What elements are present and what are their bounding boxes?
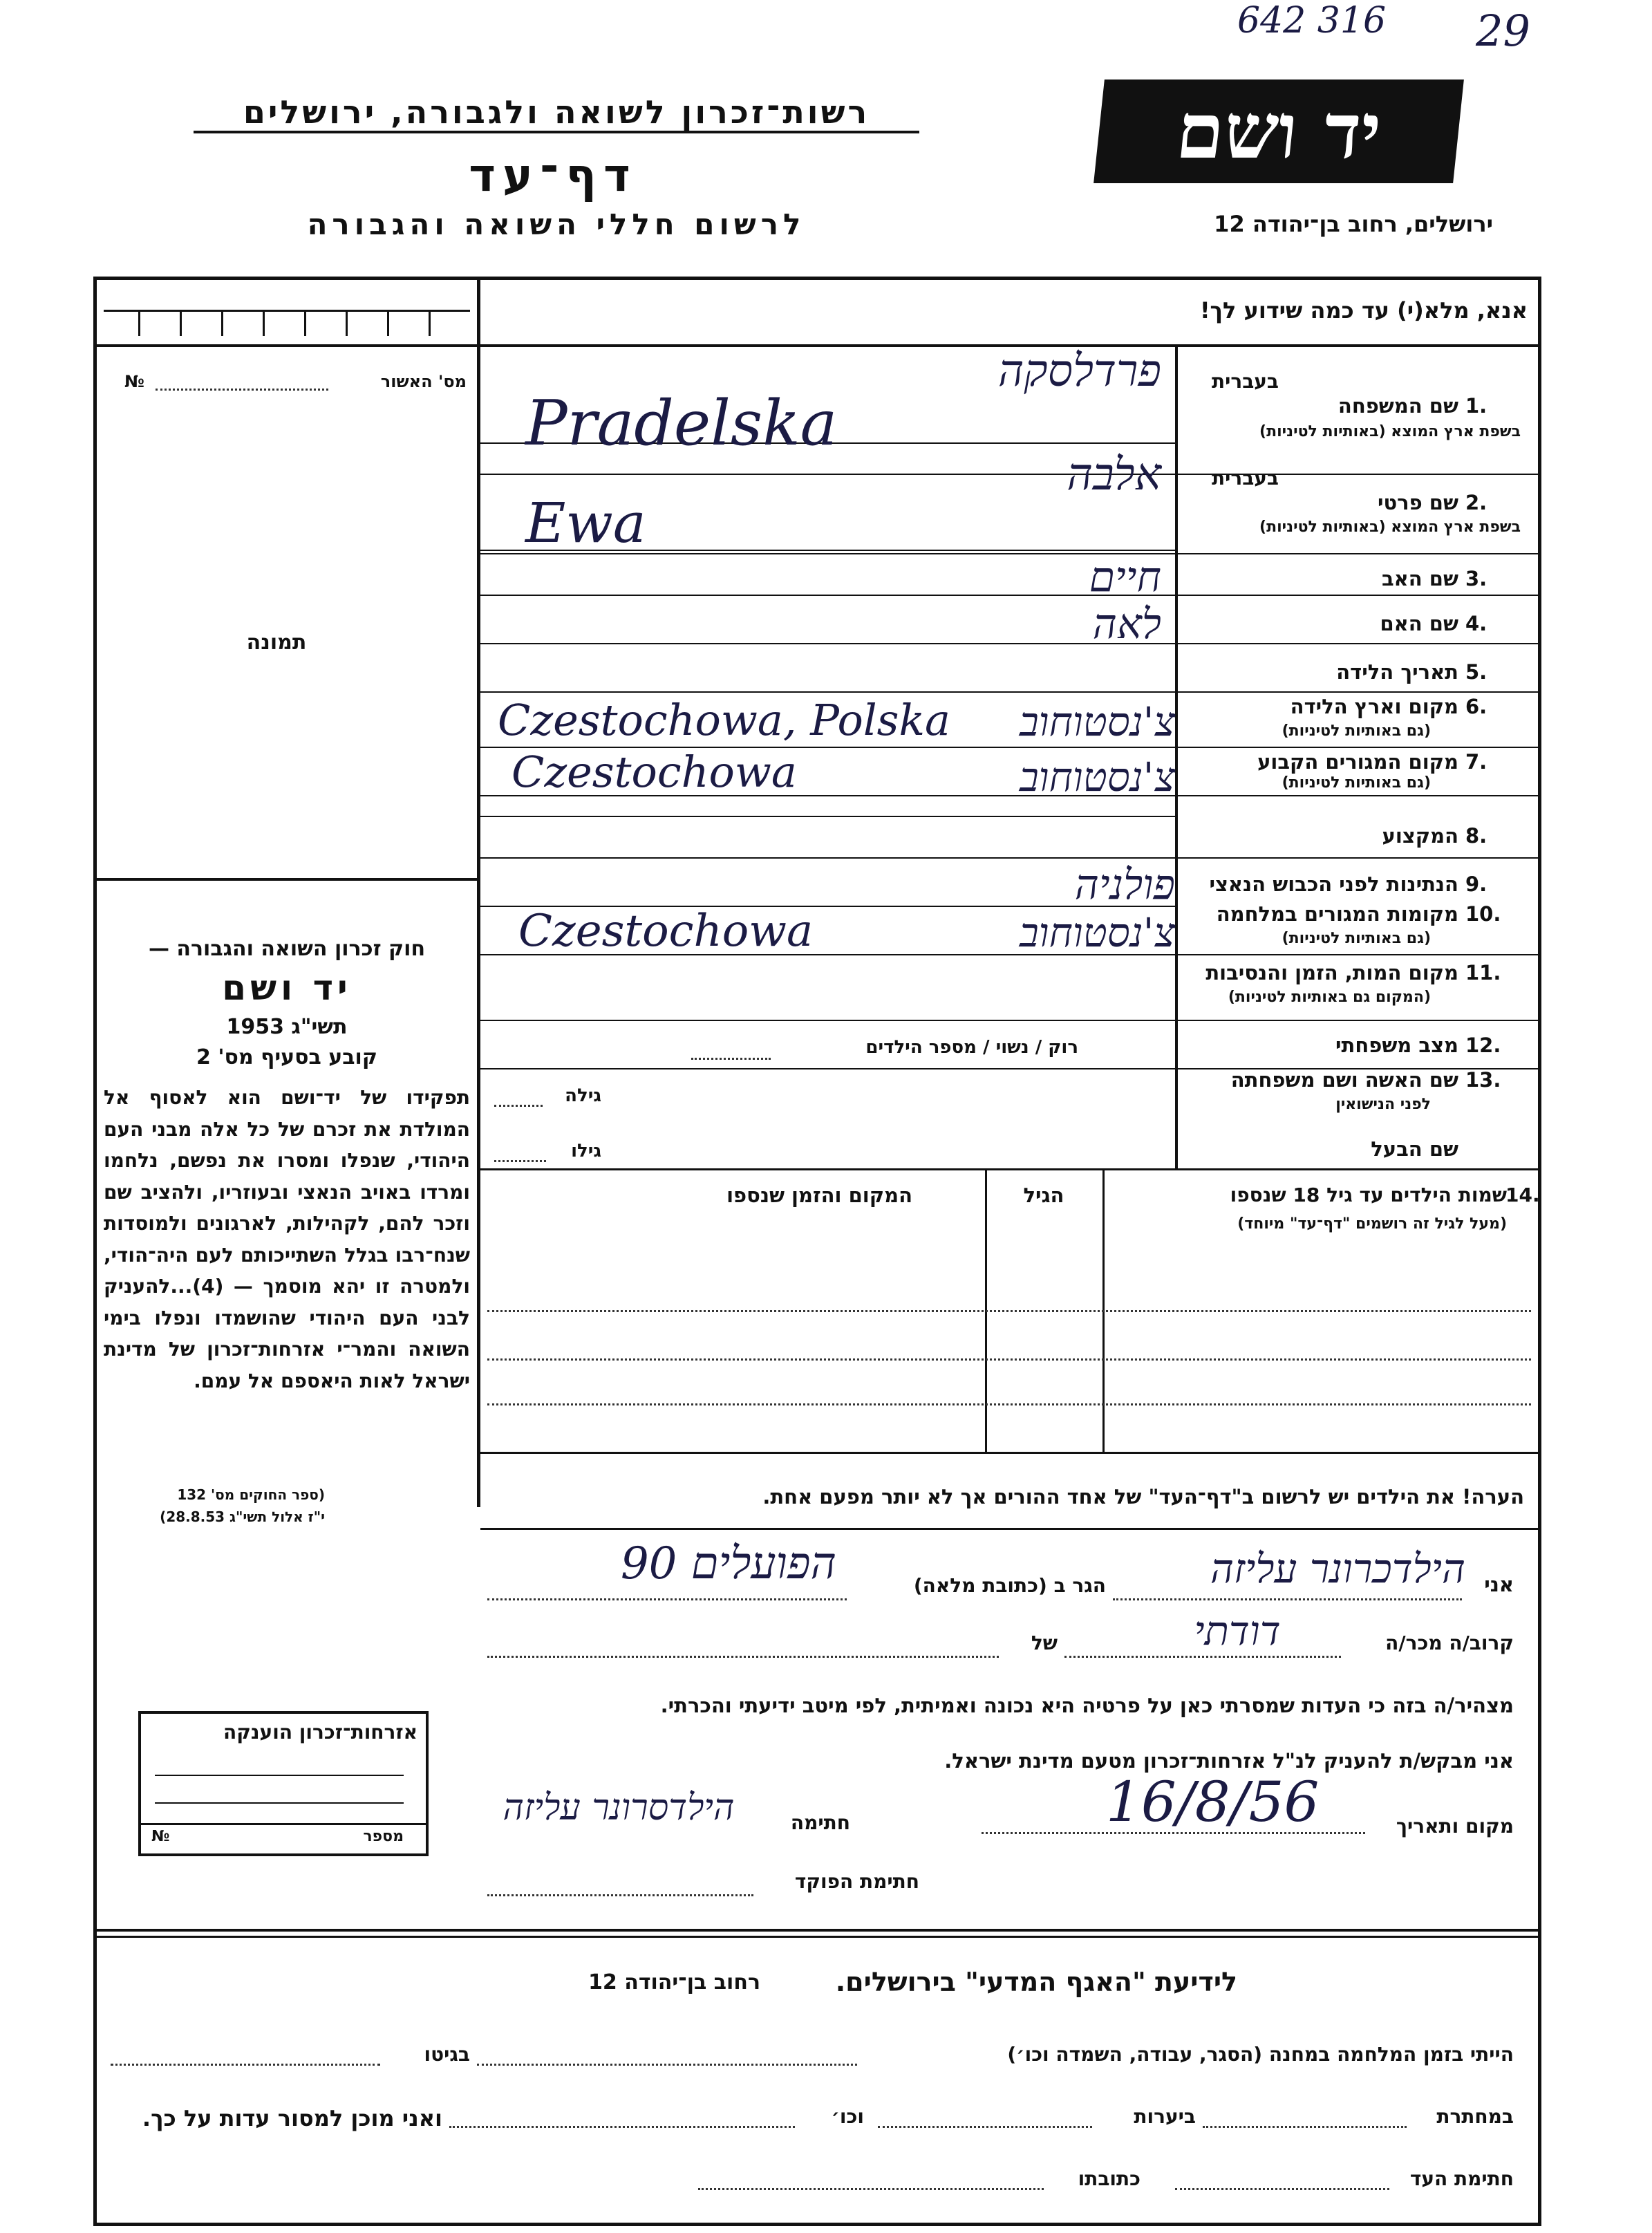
field8-num: 8. <box>1465 824 1487 848</box>
relation-line[interactable] <box>1064 1656 1341 1658</box>
approval-ticks <box>104 290 470 339</box>
officer-sig-label: חתימת הפוקד <box>794 1870 919 1893</box>
field11-label: מקום המות, הזמן והנסיבות <box>1205 961 1458 984</box>
camp-field[interactable] <box>477 2064 857 2066</box>
children-row-2[interactable] <box>487 1358 1531 1361</box>
children-row-3[interactable] <box>487 1403 1531 1405</box>
form-subtitle: לרשום חללי השואה והגבורה <box>307 207 806 241</box>
decl-declare: מצהיר/ה בזה כי העדות שמסרתי כאן על פרטיה היא נכונה ואמיתית, לפי מיטב ידיעתי והכרתי. <box>660 1694 1514 1717</box>
underground-field[interactable] <box>1203 2126 1407 2128</box>
field5-num: 5. <box>1465 660 1487 684</box>
law-text: תפקידו של יד־ושם הוא לאסוף אל המולדת את זכרם של כל אלה מבני העם היהודי, שנפלו ומסרו את נפשם, נלחמו ומרדו באויב הנאצי ובעוזריו, ולהציב שם וזכר להם, לקהילות, לארגונים ולמוסדות שנח־רבו בגלל השתייכותם לעם היה־הודי, ולמטרה זו יהא מוסמך — (4)...להעניק לבני העם היהודי שהושמדו ונפלו בימי השואה והמר־י אזרחות־זכרון של מדינת ישראל לאות היאספם אל עמם. <box>104 1086 470 1392</box>
of-line[interactable] <box>487 1656 999 1658</box>
children-row-1[interactable] <box>487 1310 1531 1312</box>
approval-field[interactable] <box>156 389 328 391</box>
marital-options: רוק / נשוי / מספר הילדים <box>865 1037 1078 1058</box>
children-num: 14. <box>1505 1184 1540 1206</box>
signature: הילדסרונר עליזה <box>503 1787 735 1829</box>
law-clause: קובע בסעיף מס' 2 <box>196 1045 377 1069</box>
children-label: שמות הילדים עד גיל 18 שנספו <box>1230 1184 1507 1206</box>
wife-age-label: גילה <box>565 1085 601 1106</box>
field4-hw-heb: לאה <box>1092 600 1161 648</box>
children-sub: (מעל לגיל זה רושמים "דף־עד" מיוחד) <box>1237 1215 1507 1233</box>
husband-age-label: גילו <box>571 1141 601 1161</box>
citizenship-box <box>138 1711 429 1856</box>
field1-label: שם המשפחה <box>1337 394 1458 418</box>
field3-label: שם האב <box>1381 567 1458 590</box>
relation: דודתי <box>1194 1607 1281 1654</box>
bottom-forests: ביערות <box>1134 2105 1196 2128</box>
field1-heb: בעברית <box>1211 370 1279 393</box>
decl-i-label: אני <box>1484 1573 1514 1596</box>
bottom-witness-sig: חתימת העד <box>1409 2167 1514 2190</box>
field2-hw-heb: אלבה <box>1067 449 1161 501</box>
field7-num: 7. <box>1465 750 1487 774</box>
bottom-witness-address: כתובתו <box>1078 2167 1141 2190</box>
children-count-field[interactable] <box>691 1058 771 1060</box>
date-value: 16/8/56 <box>1106 1770 1320 1834</box>
field5-label: תאריך הלידה <box>1336 660 1458 684</box>
decl-of: של <box>1031 1632 1058 1654</box>
instruction: אנא, מלא(י) עד כמה שידוע לך! <box>1199 297 1528 324</box>
field13-label: שם האשה ושם משפחתה <box>1230 1068 1458 1092</box>
bottom-address: רחוב בן־יהודה 12 <box>588 1970 760 1994</box>
place-date-line[interactable] <box>982 1832 1365 1834</box>
field2-heb: בעברית <box>1211 467 1279 489</box>
approval-no: № <box>124 372 144 391</box>
decl-resides: הגר ב (כתובת מלאה) <box>913 1574 1106 1597</box>
field6-num: 6. <box>1465 695 1487 718</box>
field9-num: 9. <box>1465 872 1487 896</box>
ghetto-field[interactable] <box>111 2064 380 2066</box>
citizenship-label: אזרחות־זכרון הוענקה <box>223 1721 417 1744</box>
bottom-title: לידיעת "האגף המדעי" בירושלים. <box>835 1967 1237 1997</box>
bottom-ghetto: בגיטו <box>424 2043 470 2066</box>
field9-hw-heb: פולניה <box>1074 861 1175 909</box>
officer-sig-line[interactable] <box>487 1894 753 1896</box>
field6-label: מקום וארץ הלידה <box>1290 695 1458 718</box>
decl-relative: קרוב/ה מכר/ה <box>1385 1632 1514 1654</box>
page-number: 29 <box>1476 6 1530 56</box>
signature-label: חתימה <box>790 1811 850 1834</box>
number-no: № <box>151 1828 170 1845</box>
bottom-willing: ואני מוכן למסור עדות על כך. <box>142 2105 442 2131</box>
law-year: תשי"ג 1953 <box>226 1015 348 1039</box>
law-ref-2: י"ז אלול תשי"ג 28.8.53) <box>160 1508 325 1525</box>
archive-number: 642 316 <box>1237 0 1387 41</box>
field7-label: מקום המגורים הקבוע <box>1257 750 1458 774</box>
witness-name: הילדכרונר עליזה <box>1210 1545 1465 1592</box>
witness-address: הפועלים 90 <box>620 1538 836 1589</box>
place-date-label: מקום ותאריך <box>1396 1815 1514 1838</box>
forests-field[interactable] <box>878 2126 1092 2128</box>
field6-sub: (גם באותיות לטיניות) <box>1282 722 1431 740</box>
field4-label: שם האם <box>1380 612 1458 635</box>
field13-num: 13. <box>1465 1068 1501 1092</box>
field11-num: 11. <box>1465 961 1501 984</box>
field7-hw-heb: צ'נסטוחוב <box>1019 754 1175 801</box>
decl-request: אני מבקש/ת להעניק לנ"ל אזרחות־זכרון מטעם מדינת ישראל. <box>944 1749 1514 1773</box>
field2-label: שם פרטי <box>1377 491 1458 514</box>
header-address: ירושלים, רחוב בן־יהודה 12 <box>1214 211 1493 237</box>
husband-label: שם הבעל <box>1371 1137 1458 1161</box>
field2-hw-lat: Ewa <box>525 491 646 555</box>
field1-hw-lat: Pradelska <box>525 387 838 460</box>
field6-hw-heb: צ'נסטוחוב <box>1019 698 1175 745</box>
yad-vashem-logo: יד ושם <box>1093 80 1464 183</box>
field13-sub: לפני הנישואין <box>1335 1096 1431 1113</box>
law-title: חוק זכרון השואה והגבורה — <box>148 937 426 961</box>
field11-sub: (המקום גם באותיות לטיניות) <box>1228 989 1431 1006</box>
husband-age-field[interactable] <box>494 1160 546 1162</box>
field7-sub: (גם באותיות לטיניות) <box>1282 774 1431 792</box>
bottom-line1: הייתי בזמן המלחמה במחנה (הסגר, עבודה, השמדה וכו׳) <box>1007 2043 1514 2066</box>
field3-hw-heb: חיים <box>1089 553 1161 601</box>
photo-label: תמונה <box>246 630 307 655</box>
witness-name-line[interactable] <box>1113 1598 1462 1600</box>
witness-sig-field[interactable] <box>1175 2188 1389 2190</box>
field2-num: 2. <box>1465 491 1487 514</box>
field10-hw-heb: צ'נסטוחוב <box>1019 909 1175 956</box>
field2-sub: בשפת ארץ המוצא (באותיות לטיניות) <box>1259 518 1521 536</box>
field9-label: הנתינות לפני הכבוש הנאצי <box>1209 872 1458 896</box>
field12-label: מצב משפחתי <box>1335 1034 1458 1057</box>
approval-label: מס' האשור <box>380 372 467 391</box>
children-col-place: המקום והזמן שנספו <box>726 1184 912 1207</box>
children-col-age: הגיל <box>1023 1184 1064 1207</box>
etc-field[interactable] <box>449 2126 795 2128</box>
org-title: רשות־זכרון לשואה ולגבורה, ירושלים <box>194 93 919 133</box>
field10-sub: (גם באותיות לטיניות) <box>1282 930 1431 947</box>
bottom-underground: במחתרת <box>1436 2105 1514 2128</box>
number-label: מספר <box>363 1828 404 1845</box>
field1-hw-heb: פרדלסקה <box>997 346 1161 397</box>
witness-address-field[interactable] <box>698 2188 1044 2190</box>
field3-num: 3. <box>1465 567 1487 590</box>
law-ref-1: (ספר החוקים מס' 132 <box>177 1486 325 1503</box>
field6-hw-lat: Czestochowa, Polska <box>498 695 950 745</box>
field10-num: 10. <box>1465 902 1501 926</box>
field1-sub: בשפת ארץ המוצא (באותיות לטיניות) <box>1259 423 1521 440</box>
bottom-etc: וכו׳ <box>831 2105 864 2128</box>
field1-num: 1. <box>1465 394 1487 418</box>
law-name: יד ושם <box>222 968 352 1008</box>
field12-num: 12. <box>1465 1034 1501 1057</box>
form-title: דף־עד <box>469 149 637 202</box>
wife-age-field[interactable] <box>494 1105 543 1107</box>
witness-address-line[interactable] <box>487 1598 847 1600</box>
field8-label: המקצוע <box>1382 824 1458 848</box>
note: הערה! את הילדים יש לרשום ב"דף־העד" של אחד ההורים אך לא יותר מפעם אחת. <box>762 1485 1524 1508</box>
field10-label: מקומות המגורים במלחמה <box>1216 902 1458 926</box>
field4-num: 4. <box>1465 612 1487 635</box>
field10-hw-lat: Czestochowa <box>518 906 814 957</box>
field7-hw-lat: Czestochowa <box>511 747 797 797</box>
